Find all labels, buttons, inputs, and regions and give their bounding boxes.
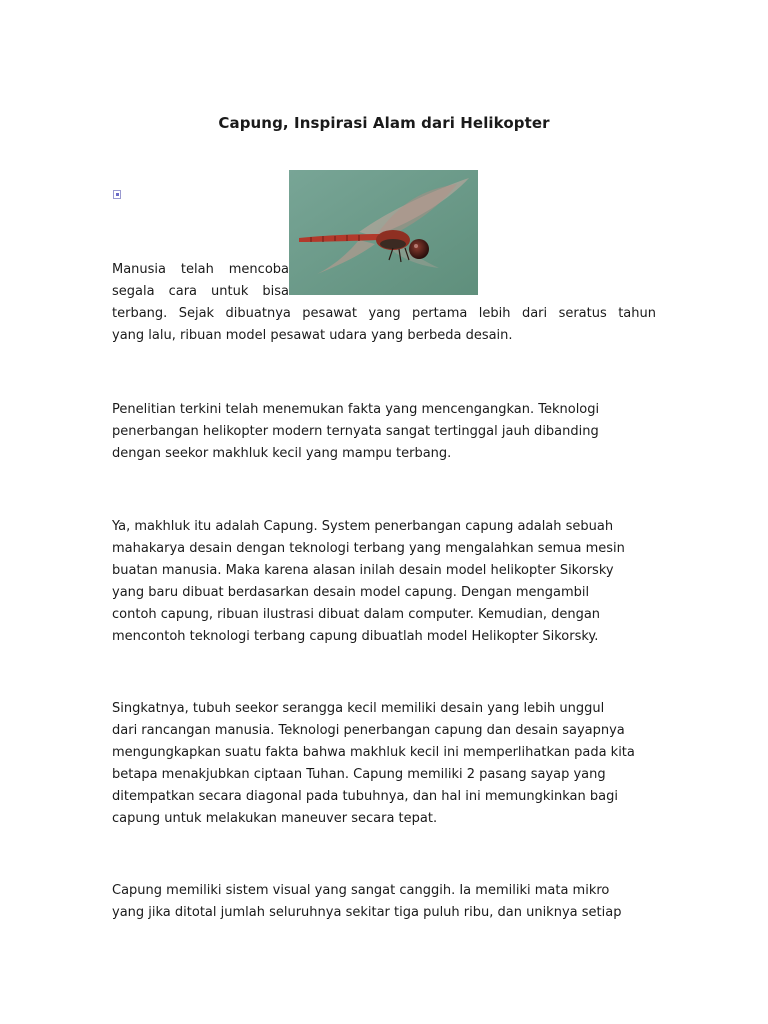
text-line: Penelitian terkini telah menemukan fakta yang mencengangkan. Teknologi xyxy=(112,402,600,417)
text-line: contoh capung, ribuan ilustrasi dibuat dalam computer. Kemudian, dengan xyxy=(112,607,601,622)
text-line: mengungkapkan suatu fakta bahwa makhluk kecil ini memperlihatkan pada kita xyxy=(112,745,635,760)
text-line: buatan manusia. Maka karena alasan inilah desain model helikopter Sikorsky xyxy=(112,563,614,578)
text-line: Manusia telah mencoba xyxy=(112,262,289,277)
paragraph-5 xyxy=(112,880,656,924)
dragonfly-photo xyxy=(289,170,478,295)
text-line: mahakarya desain dengan teknologi terbang yang mengalahkan semua mesin xyxy=(112,541,625,556)
text-line: capung untuk melakukan maneuver secara tepat. xyxy=(112,811,438,826)
paragraph-2 xyxy=(112,399,656,465)
text-line: mencontoh teknologi terbang capung dibuatlah model Helikopter Sikorsky. xyxy=(112,629,599,644)
text-line: segala cara untuk bisa xyxy=(112,284,289,299)
text-line: Singkatnya, tubuh seekor serangga kecil memiliki desain yang lebih unggul xyxy=(112,701,605,716)
text-line: dari rancangan manusia. Teknologi penerbangan capung dan desain sayapnya xyxy=(112,723,625,738)
text-line: Capung memiliki sistem visual yang sangat canggih. Ia memiliki mata mikro xyxy=(112,883,610,898)
text-line: terbang. Sejak dibuatnya pesawat yang pertama lebih dari seratus tahun xyxy=(112,306,656,321)
paragraph-3 xyxy=(112,516,656,648)
text-line: yang jika ditotal jumlah seluruhnya sekitar tiga puluh ribu, dan uniknya setiap xyxy=(112,905,622,920)
broken-image-icon xyxy=(113,190,121,199)
page-title: Capung, Inspirasi Alam dari Helikopter xyxy=(218,114,550,132)
text-line: ditempatkan secara diagonal pada tubuhnya, dan hal ini memungkinkan bagi xyxy=(112,789,618,804)
text-line: dengan seekor makhluk kecil yang mampu terbang. xyxy=(112,446,452,461)
intro-paragraph-rest xyxy=(112,303,656,347)
text-line: penerbangan helikopter modern ternyata sangat tertinggal jauh dibanding xyxy=(112,424,599,439)
text-line: betapa menakjubkan ciptaan Tuhan. Capung memiliki 2 pasang sayap yang xyxy=(112,767,606,782)
text-line: yang baru dibuat berdasarkan desain model capung. Dengan mengambil xyxy=(112,585,590,600)
paragraph-4 xyxy=(112,698,656,830)
text-line: yang lalu, ribuan model pesawat udara yang berbeda desain. xyxy=(112,328,513,343)
text-line: Ya, makhluk itu adalah Capung. System penerbangan capung adalah sebuah xyxy=(112,519,614,534)
intro-paragraph-start xyxy=(112,259,289,303)
